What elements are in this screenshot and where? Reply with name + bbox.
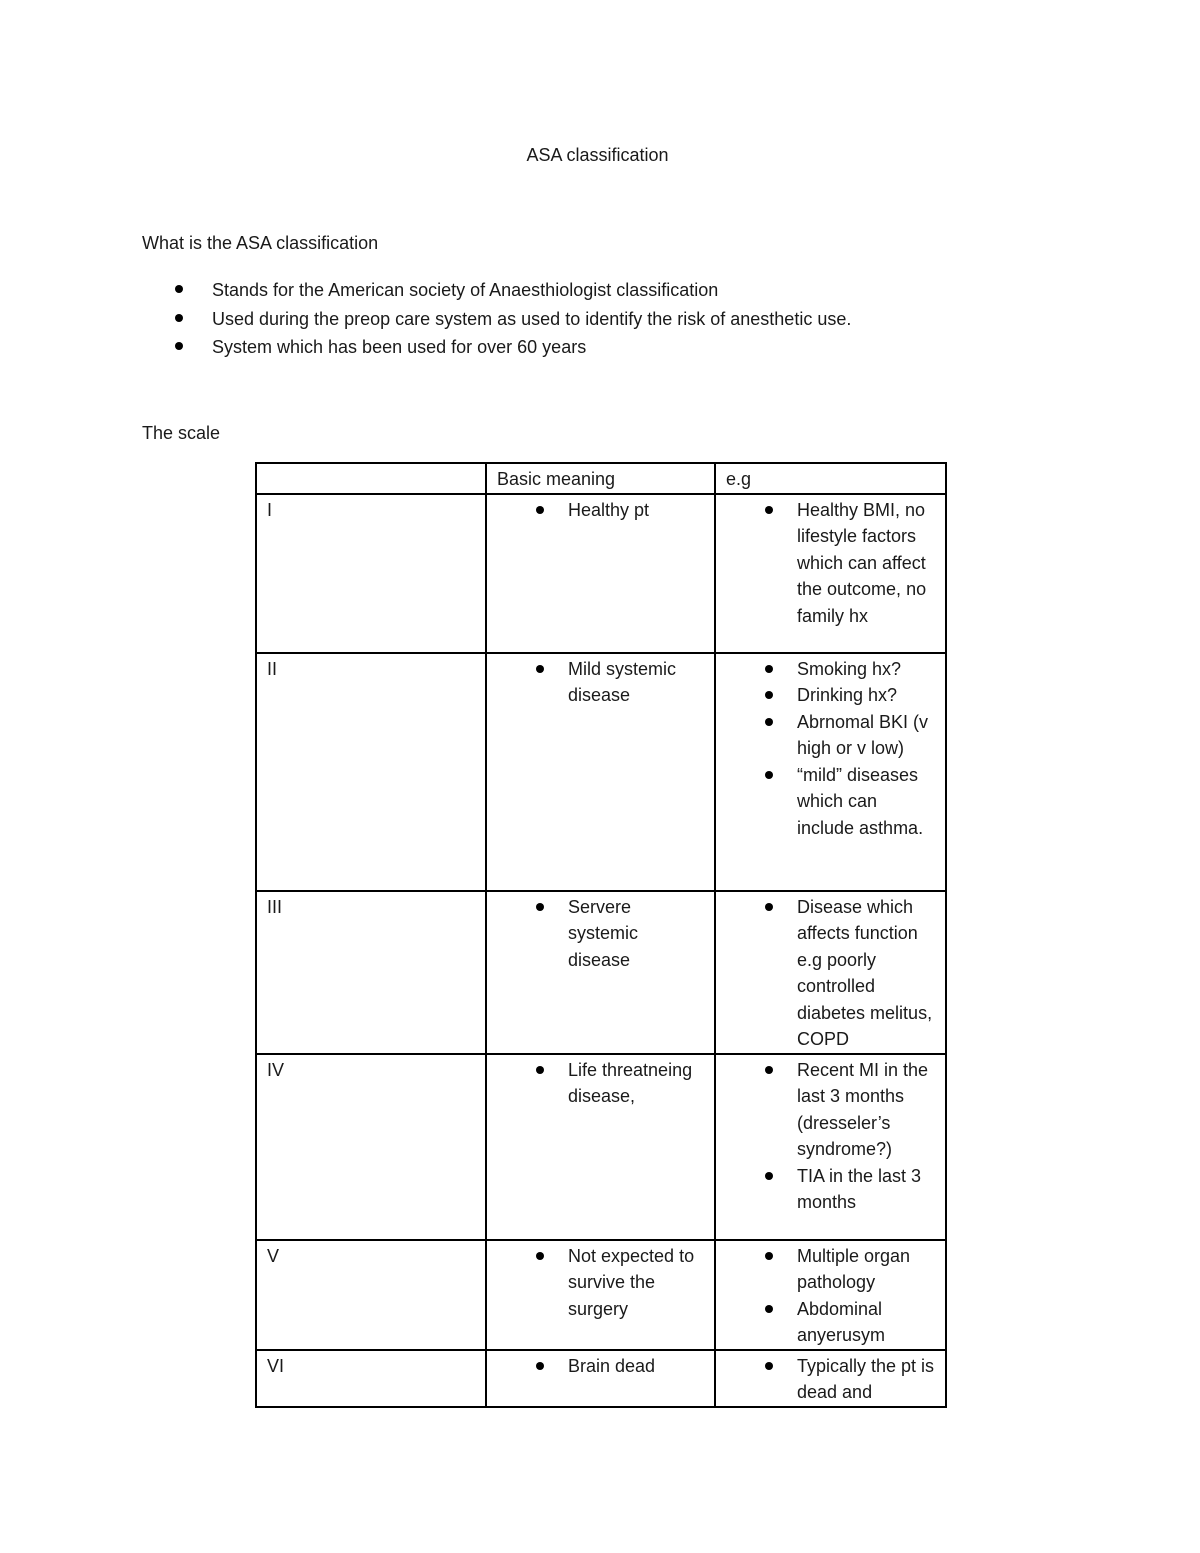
intro-bullet-text: Stands for the American society of Anaesthiologist classification bbox=[212, 280, 719, 300]
meaning-cell bbox=[486, 1054, 715, 1240]
example-item bbox=[726, 1163, 935, 1216]
bullet-icon bbox=[536, 903, 544, 911]
intro-bullet-text: Used during the preop care system as used to identify the risk of anesthetic use. bbox=[212, 308, 852, 329]
example-text: “mild” diseases which can include asthma. bbox=[797, 764, 924, 838]
example-text: Abdominal anyerusym bbox=[797, 1298, 886, 1345]
bullet-icon bbox=[536, 506, 544, 514]
class-cell: IV bbox=[256, 1054, 486, 1240]
example-item bbox=[726, 894, 935, 1053]
class-cell: II bbox=[256, 653, 486, 891]
class-cell: III bbox=[256, 891, 486, 1054]
table-row bbox=[256, 1054, 946, 1240]
table-header-row bbox=[256, 463, 946, 494]
example-item bbox=[726, 682, 935, 709]
bullet-icon bbox=[175, 342, 183, 350]
example-item bbox=[726, 762, 935, 842]
example-text: TIA in the last 3 months bbox=[797, 1165, 922, 1212]
table-row bbox=[256, 653, 946, 891]
bullet-icon bbox=[765, 506, 773, 514]
class-cell: VI bbox=[256, 1350, 486, 1407]
example-text: Abrnomal BKI (v high or v low) bbox=[797, 711, 929, 758]
bullet-icon bbox=[765, 718, 773, 726]
bullet-icon bbox=[765, 1252, 773, 1260]
meaning-cell bbox=[486, 494, 715, 653]
example-item bbox=[726, 656, 935, 683]
meaning-text: Servere systemic disease bbox=[568, 896, 639, 970]
meaning-text: Healthy pt bbox=[568, 499, 650, 520]
bullet-icon bbox=[765, 1066, 773, 1074]
example-cell bbox=[715, 494, 946, 653]
example-text: Disease which affects function e.g poorly controlled diabetes melitus, COPD bbox=[797, 896, 933, 1049]
example-item bbox=[726, 1353, 935, 1406]
example-text: Typically the pt is dead and bbox=[797, 1355, 935, 1402]
header-cell-example: e.g bbox=[715, 463, 946, 494]
meaning-item bbox=[497, 894, 704, 974]
meaning-text: Life threatneing disease, bbox=[568, 1059, 693, 1106]
scale-heading: The scale bbox=[142, 423, 221, 443]
example-item bbox=[726, 1296, 935, 1349]
meaning-item bbox=[497, 656, 704, 709]
bullet-icon bbox=[536, 1362, 544, 1370]
class-cell: I bbox=[256, 494, 486, 653]
example-item bbox=[726, 497, 935, 630]
bullet-icon bbox=[175, 314, 183, 322]
table-row bbox=[256, 1350, 946, 1407]
asa-scale-table bbox=[255, 462, 947, 1408]
bullet-icon bbox=[765, 1305, 773, 1313]
intro-heading: What is the ASA classification bbox=[142, 233, 379, 253]
example-cell bbox=[715, 1240, 946, 1350]
meaning-item bbox=[497, 497, 704, 524]
bullet-icon bbox=[536, 1066, 544, 1074]
meaning-text: Not expected to survive the surgery bbox=[568, 1245, 695, 1319]
bullet-icon bbox=[536, 1252, 544, 1260]
example-cell bbox=[715, 653, 946, 891]
bullet-icon bbox=[765, 903, 773, 911]
example-text: Drinking hx? bbox=[797, 685, 898, 705]
example-cell bbox=[715, 1350, 946, 1407]
meaning-text: Brain dead bbox=[568, 1355, 656, 1376]
example-text: Smoking hx? bbox=[797, 658, 902, 679]
example-text: Healthy BMI, no lifestyle factors which can affect the outcome, no family hx bbox=[797, 499, 927, 626]
bullet-icon bbox=[536, 665, 544, 673]
intro-bullet-item bbox=[142, 276, 851, 305]
meaning-item bbox=[497, 1057, 704, 1110]
bullet-icon bbox=[175, 285, 183, 293]
bullet-icon bbox=[765, 665, 773, 673]
class-cell: V bbox=[256, 1240, 486, 1350]
example-item bbox=[726, 709, 935, 762]
bullet-icon bbox=[765, 771, 773, 779]
table-row bbox=[256, 494, 946, 653]
bullet-icon bbox=[765, 691, 773, 699]
example-text: Recent MI in the last 3 months (dresseler’s syndrome?) bbox=[797, 1059, 929, 1159]
intro-bullet-item bbox=[142, 305, 851, 334]
example-text: Multiple organ pathology bbox=[797, 1245, 911, 1292]
page-title: ASA classification bbox=[526, 145, 669, 165]
example-item bbox=[726, 1243, 935, 1296]
meaning-cell bbox=[486, 1350, 715, 1407]
table-row bbox=[256, 891, 946, 1054]
intro-bullet-text: System which has been used for over 60 years bbox=[212, 337, 587, 357]
bullet-icon bbox=[765, 1362, 773, 1370]
meaning-item bbox=[497, 1243, 704, 1323]
meaning-cell bbox=[486, 891, 715, 1054]
example-cell bbox=[715, 891, 946, 1054]
bullet-icon bbox=[765, 1172, 773, 1180]
intro-bullet-item bbox=[142, 333, 851, 362]
meaning-cell bbox=[486, 1240, 715, 1350]
example-item bbox=[726, 1057, 935, 1163]
intro-bullet-list bbox=[142, 276, 851, 362]
header-cell-class bbox=[256, 463, 486, 494]
example-cell bbox=[715, 1054, 946, 1240]
meaning-item bbox=[497, 1353, 704, 1380]
meaning-text: Mild systemic disease bbox=[568, 658, 677, 705]
header-cell-meaning: Basic meaning bbox=[486, 463, 715, 494]
meaning-cell bbox=[486, 653, 715, 891]
table-row bbox=[256, 1240, 946, 1350]
